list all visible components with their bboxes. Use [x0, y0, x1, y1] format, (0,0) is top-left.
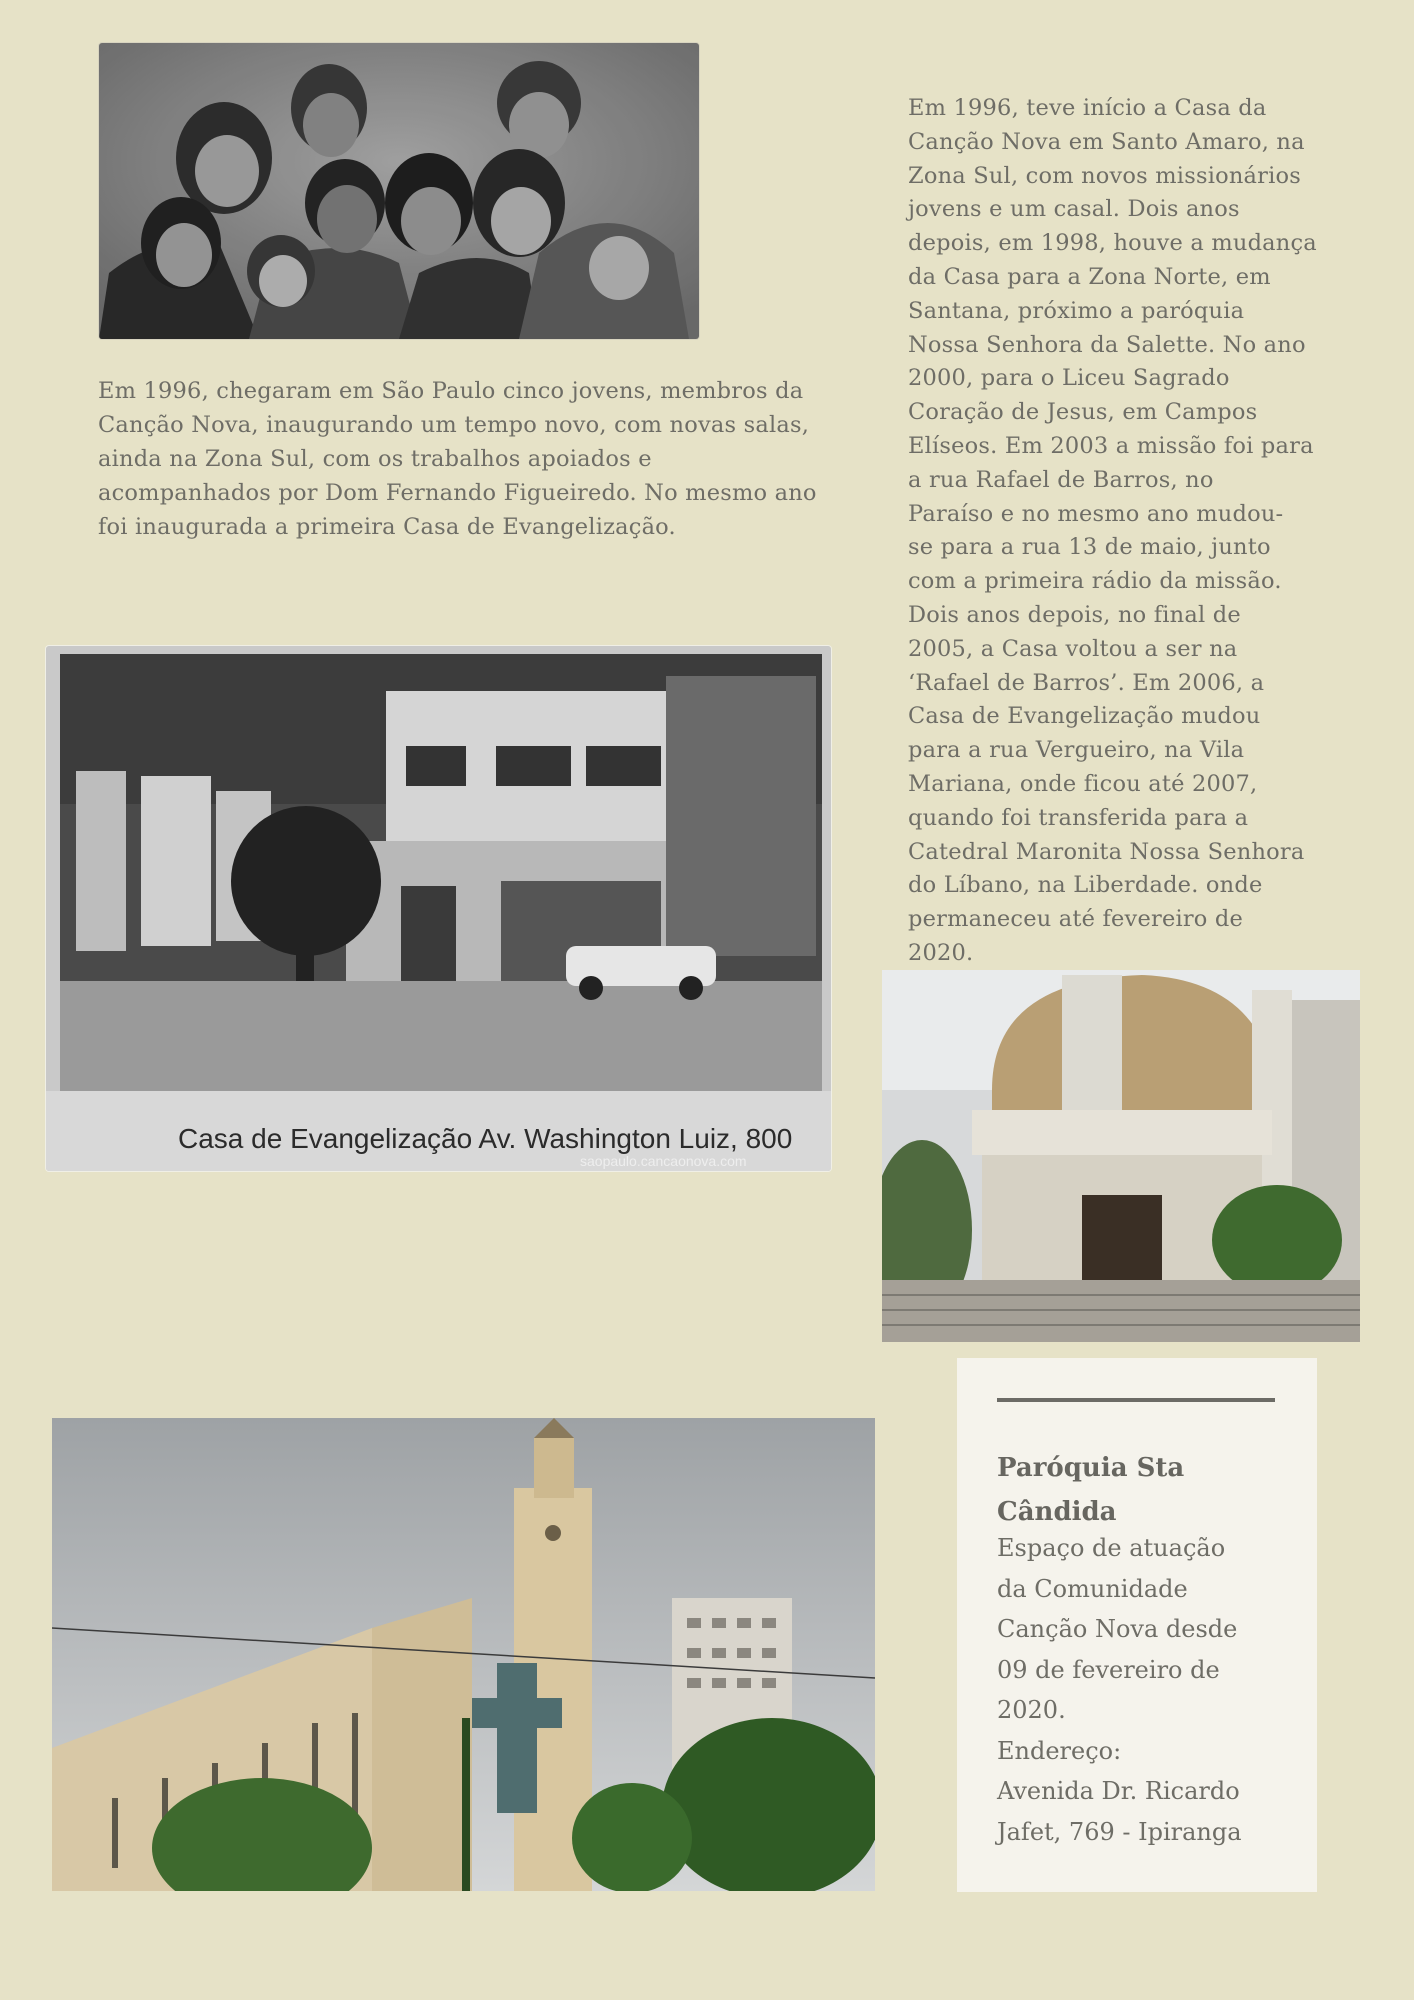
card-divider	[997, 1398, 1275, 1402]
parish-info-card	[957, 1358, 1317, 1892]
house-photo-caption: Casa de Evangelização Av. Washington Luiz, 800	[178, 1123, 793, 1154]
history-paragraph: Em 1996, teve início a Casa da Canção Nova em Santo Amaro, na Zona Sul, com novos missionários jovens e um casal. Dois anos depois, em 1998, houve a mudança da Casa para a Zona Norte, em Santana, próximo a paróquia Nossa Senhora da Salette. No ano 2000, para o Liceu Sagrado Coração de Jesus, em Campos Elíseos. Em 2003 a missão foi para a rua Rafael de Barros, no Paraíso e no mesmo ano mudou- se para a rua 13 de maio, junto com a primeira rádio da missão. Dois anos depois, no final de 2005, a Casa voltou a ser na ‘Rafael de Barros’. Em 2006, a Casa de Evangelização mudou para a rua Vergueiro, na Vila Mariana, onde ficou até 2007, quando foi transferida para a Catedral Maronita Nossa Senhora do Líbano, na Liberdade. onde permaneceu até fevereiro de 2020.	[908, 95, 1317, 966]
maronite-cathedral-photo	[882, 970, 1360, 1342]
parish-title: Paróquia Sta Cândida	[997, 1453, 1185, 1527]
intro-paragraph: Em 1996, chegaram em São Paulo cinco jovens, membros da Canção Nova, inaugurando um tempo novo, com novas salas, ainda na Zona Sul, com os trabalhos apoiados e acompanhados por Dom Fernando Figueiredo. No mesmo ano foi inaugurada a primeira Casa de Evangelização.	[98, 378, 817, 540]
evangelization-house-photo	[45, 645, 832, 1172]
parish-church-photo	[52, 1418, 875, 1891]
parish-description: Espaço de atuação da Comunidade Canção Nova desde 09 de fevereiro de 2020. Endereço: Avenida Dr. Ricardo Jafet, 769 - Ipiranga	[997, 1534, 1242, 1846]
family-group-photo	[98, 42, 700, 340]
house-photo-watermark: saopaulo.cancaonova.com	[580, 1153, 747, 1169]
